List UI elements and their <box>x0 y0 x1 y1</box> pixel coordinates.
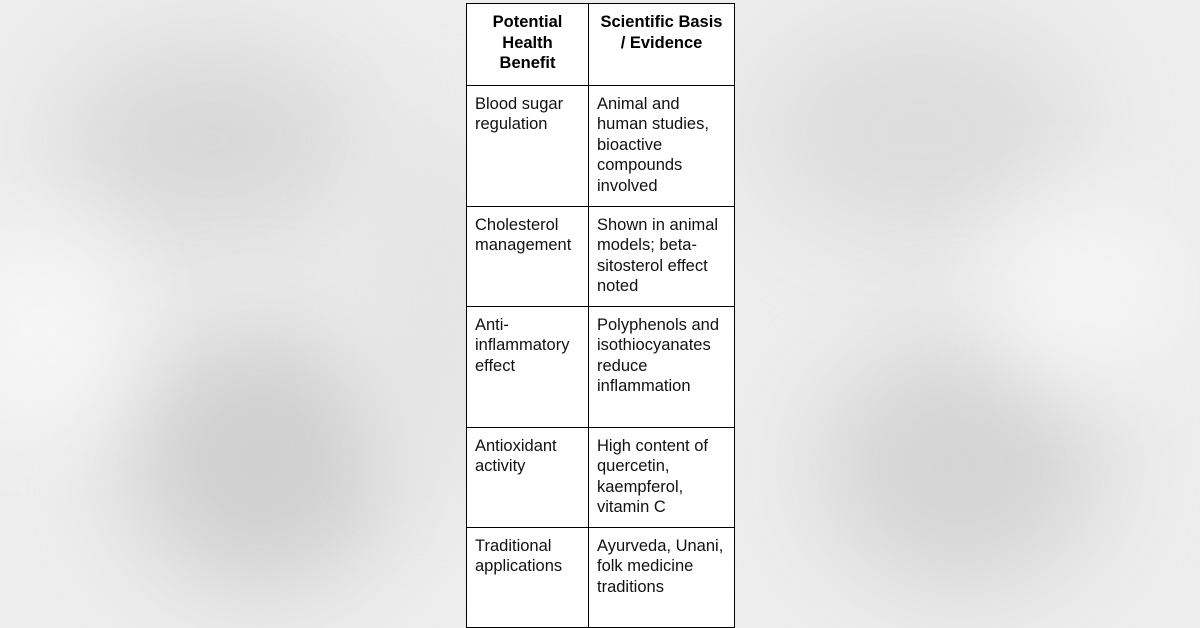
evidence-cell: Animal and human studies, bioactive compounds involved <box>589 85 735 206</box>
benefit-cell: Anti-inflammatory effect <box>467 306 589 427</box>
benefit-cell: Blood sugar regulation <box>467 85 589 206</box>
table-header-row <box>467 4 735 86</box>
evidence-cell: Ayurveda, Unani, folk medicine traditions <box>589 527 735 627</box>
table-row <box>467 527 735 627</box>
header-scientific-basis-evidence: Scientific Basis / Evidence <box>589 4 735 86</box>
evidence-cell: Polyphenols and isothiocyanates reduce inflammation <box>589 306 735 427</box>
background-blob <box>760 20 1080 240</box>
benefit-cell: Cholesterol management <box>467 206 589 306</box>
benefit-cell: Traditional applications <box>467 527 589 627</box>
health-benefits-table <box>466 3 735 628</box>
table-row <box>467 427 735 527</box>
table-row <box>467 206 735 306</box>
evidence-cell: Shown in animal models; beta-sitosterol effect noted <box>589 206 735 306</box>
table-row <box>467 306 735 427</box>
background-blob <box>60 40 360 240</box>
header-potential-health-benefit: Potential Health Benefit <box>467 4 589 86</box>
background-blob <box>130 330 390 590</box>
evidence-cell: High content of quercetin, kaempferol, vitamin C <box>589 427 735 527</box>
benefit-cell: Antioxidant activity <box>467 427 589 527</box>
background-blob <box>990 200 1180 380</box>
background-blob <box>0 230 120 430</box>
health-benefits-table-card <box>466 3 734 628</box>
background-blob <box>820 340 1100 590</box>
table-row <box>467 85 735 206</box>
